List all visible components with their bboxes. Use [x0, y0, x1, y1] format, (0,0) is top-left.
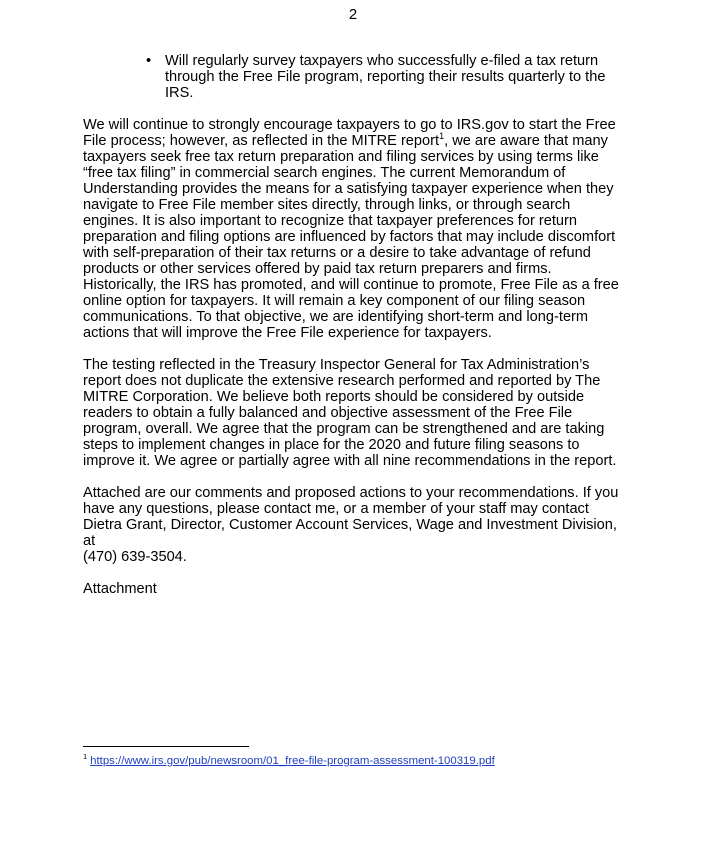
contact-line: have any questions, please contact me, or a member of your staff may contact [83, 501, 589, 517]
page-number: 2 [348, 6, 358, 23]
bullet-text: Will regularly survey taxpayers who successfully e-filed a tax return through the Free File program, reporting their results quarterly to the IRS. [165, 53, 606, 101]
paragraph-text-part: , we are aware that many taxpayers seek free tax return preparation and filing services by using terms like “free tax filing” in commercial search engines. The current Memorandum of Understanding provides the means for a satisfying taxpayer experience when they navigate to Free File member sites directly, through links, or through search engines. It is also important to recognize that taxpayer preferences for return preparation and filing options are influenced by factors that may include discomfort with self-preparation of their tax returns or a desire to take advantage of refund products or other services offered by paid tax return preparers and firms. Historically, the IRS has promoted, and will continue to promote, Free File as a free online option for taxpayers. It will remain a key component of our filing season communications. To that objective, we are identifying short-term and long-term actions that will improve the Free File experience for taxpayers. [83, 133, 619, 341]
footnote-reference: 1 [439, 131, 445, 142]
attachment-label: Attachment [83, 581, 157, 597]
bullet-list [83, 53, 628, 101]
paragraph-free-file-process [83, 117, 628, 341]
footnote [83, 754, 495, 768]
bullet-item [83, 53, 628, 101]
footnote-marker: 1 [83, 752, 88, 762]
paragraph-text-part: We will continue to strongly encourage taxpayers to go to IRS.gov to start the Free File process; however, as reflected in the MITRE report [83, 117, 616, 149]
bullet-icon: • [146, 53, 152, 69]
letter-body [83, 53, 628, 597]
footnote-link[interactable]: https://www.irs.gov/pub/newsroom/01_free-file-program-assessment-100319.pdf [90, 755, 495, 767]
footnote-separator [83, 746, 249, 747]
contact-line: Attached are our comments and proposed actions to your recommendations. If you [83, 485, 619, 501]
contact-line: (470) 639-3504. [83, 549, 187, 565]
contact-line: Dietra Grant, Director, Customer Account Services, Wage and Investment Division, at [83, 517, 617, 549]
paragraph-tigta-testing: The testing reflected in the Treasury Inspector General for Tax Administration’s report does not duplicate the extensive research performed and reported by The MITRE Corporation. We believe both reports should be considered by outside readers to obtain a fully balanced and objective assessment of the Free File program, overall. We agree that the program can be strengthened and are taking steps to implement changes in place for the 2020 and future filing seasons to improve it. We agree or partially agree with all nine recommendations in the report. [83, 357, 617, 469]
paragraph-contact [83, 485, 628, 565]
